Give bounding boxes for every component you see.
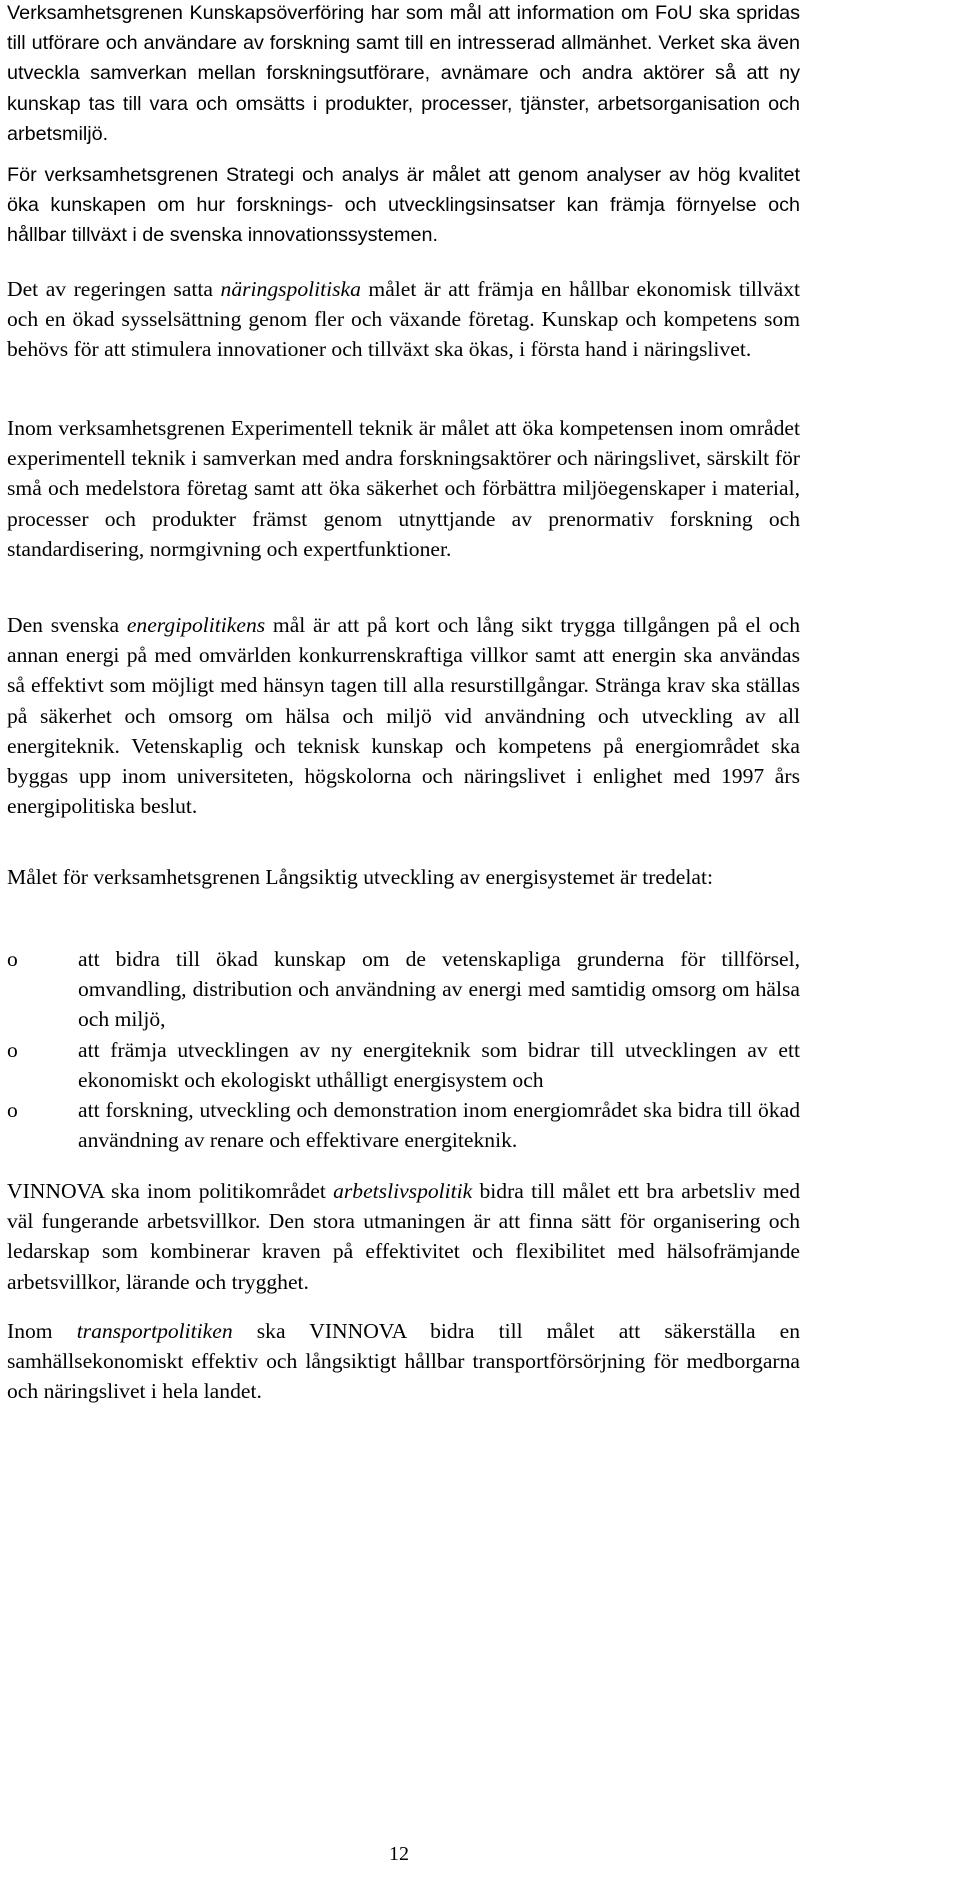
list-item — [7, 1035, 800, 1095]
emphasis-naringspolitiska: näringspolitiska — [220, 277, 361, 301]
text-segment: målet är att främja en hållbar ekonomisk tillväxt och en ökad sysselsättning genom fler och växande företag. Kunskap och kompetens som behövs för att stimulera innovationer och tillväxt ska ökas, i första hand i näringslivet. — [7, 277, 800, 362]
emphasis-arbetslivspolitik: arbetslivspolitik — [333, 1179, 473, 1203]
emphasis-transportpolitiken: transportpolitiken — [76, 1319, 233, 1343]
paragraph-strategi-och-analys: För verksamhetsgrenen Strategi och analys är målet att genom analyser av hög kvalitet öka kunskapen om hur forsknings- och utvecklingsinsatser kan främja förnyelse och hållbar tillväxt i de svenska innovationssystemen. — [7, 164, 800, 247]
paragraph-kunskapsoverforing: Verksamhetsgrenen Kunskapsöverföring har som mål att information om FoU ska spridas till utförare och användare av forskning samt till en intresserad allmänhet. Verket ska även utveckla samverkan mellan forskningsutförare, avnämare och andra aktörer så att ny kunskap tas till vara och omsätts i produkter, processer, tjänster, arbetsorganisation och arbetsmiljö. — [7, 2, 800, 145]
bullet-marker: o — [7, 947, 18, 971]
page-number: 12 — [389, 1843, 409, 1865]
goal-bullet-list — [7, 944, 800, 1155]
list-item-text: att bidra till ökad kunskap om de vetenskapliga grunderna för tillförsel, omvandling, distribution och användning av energi med samtidig omsorg om hälsa och miljö, — [78, 947, 800, 1032]
paragraph-langsiktig-utveckling: Målet för verksamhetsgrenen Långsiktig utveckling av energisystemet är tredelat: — [7, 865, 713, 889]
bullet-marker: o — [7, 1098, 18, 1123]
paragraph-transportpolitiken — [7, 1316, 800, 1407]
text-segment: ska VINNOVA bidra till målet att säkerställa en samhällsekonomiskt effektiv och långsiktigt hållbar transportförsörjning för medborgarna och näringslivet i hela landet. — [7, 1319, 800, 1404]
text-segment: Inom — [7, 1319, 77, 1343]
text-segment: Den svenska — [7, 613, 127, 637]
paragraph-energipolitikens — [7, 610, 800, 821]
bullet-marker: o — [7, 1037, 18, 1062]
text-segment: bidra till målet ett bra arbetsliv med väl fungerande arbetsvillkor. Den stora utmaningen är att finna sätt för organisering och ledarskap som kombinerar kraven på effektivitet och flexibilitet med hälsofrämjande arbetsvillkor, lärande och trygghet. — [7, 1179, 801, 1294]
text-segment: mål är att på kort och lång sikt trygga tillgången på el och annan energi på med omvärlden konkurrenskraftiga villkor samt att energin ska användas så effektivt som möjligt med hänsyn tagen till alla resurstillgångar. Stränga krav ska ställas på säkerhet och omsorg om hälsa och miljö vid användning och utveckling av all energiteknik. Vetenskaplig och teknisk kunskap och kompetens på energiområdet ska byggas upp inom universiteten, högskolorna och näringslivet i enlighet med 1997 års energipolitiska beslut. — [7, 613, 800, 819]
list-item — [7, 1095, 800, 1155]
paragraph-arbetslivspolitik — [7, 1176, 800, 1297]
document-page — [7, 0, 800, 1890]
text-segment: VINNOVA ska inom politikområdet — [7, 1179, 334, 1203]
list-item-text: att forskning, utveckling och demonstration inom energiområdet ska bidra till ökad användning av renare och effektivare energiteknik. — [78, 1098, 800, 1153]
paragraph-naringspolitiska — [7, 274, 800, 365]
text-segment: Det av regeringen satta — [7, 277, 221, 301]
list-item — [7, 944, 800, 1035]
emphasis-energipolitikens: energipolitikens — [126, 613, 266, 637]
list-item-text: att främja utvecklingen av ny energiteknik som bidrar till utvecklingen av ett ekonomiskt och ekologiskt uthålligt energisystem och — [78, 1037, 800, 1092]
paragraph-experimentell-teknik: Inom verksamhetsgrenen Experimentell teknik är målet att öka kompetensen inom området experimentell teknik i samverkan med andra forskningsaktörer och näringslivet, särskilt för små och medelstora företag samt att öka säkerhet och förbättra miljöegenskaper i material, processer och produkter främst genom utnyttjande av prenormativ forskning och standardisering, normgivning och expertfunktioner. — [7, 416, 800, 561]
